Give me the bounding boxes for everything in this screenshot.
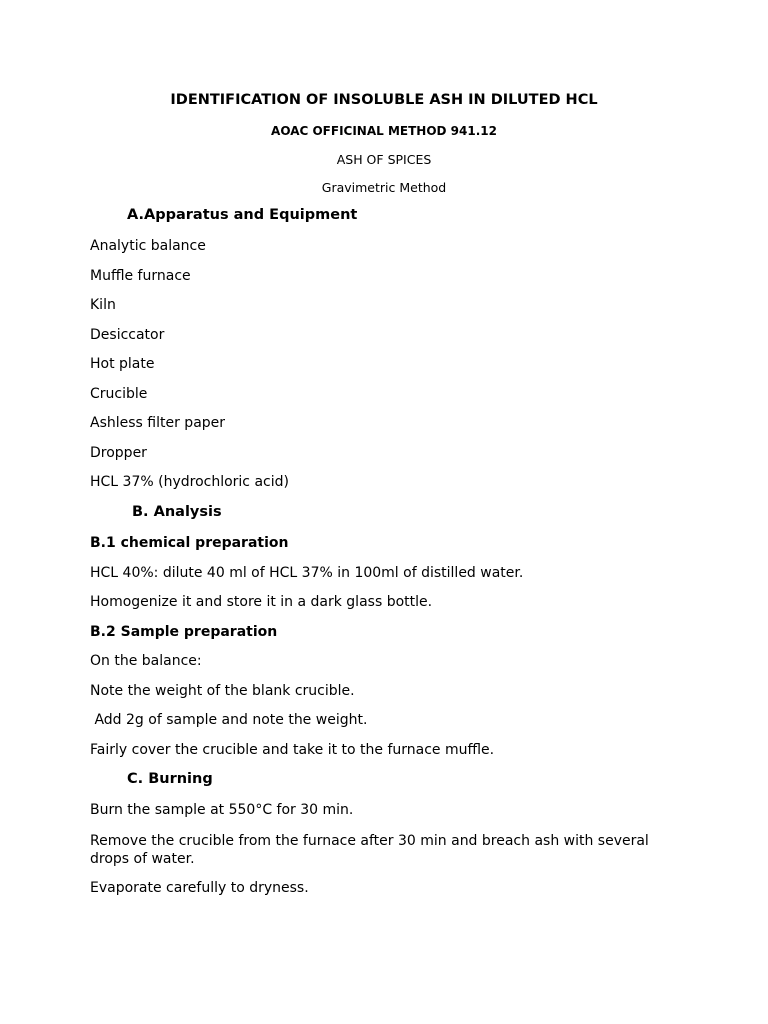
paragraph-line: Add 2g of sample and note the weight. (90, 712, 368, 728)
subject-line: ASH OF SPICES (336, 152, 432, 167)
section-b-heading: B. Analysis (132, 504, 222, 520)
document-title: IDENTIFICATION OF INSOLUBLE ASH IN DILUTED HCL (170, 92, 598, 108)
subsection-b1-heading: B.1 chemical preparation (90, 535, 289, 551)
equipment-item: Desiccator (90, 327, 165, 343)
paragraph-line: Homogenize it and store it in a dark glass bottle. (90, 594, 433, 610)
equipment-item: Muffle furnace (90, 268, 191, 284)
subsection-b2-heading: B.2 Sample preparation (90, 624, 278, 640)
equipment-item: Analytic balance (90, 238, 206, 254)
equipment-item: Dropper (90, 445, 147, 461)
technique-line: Gravimetric Method (321, 180, 447, 195)
equipment-item: HCL 37% (hydrochloric acid) (90, 474, 289, 490)
section-c-heading: C. Burning (127, 771, 213, 787)
paragraph-line: Note the weight of the blank crucible. (90, 683, 355, 699)
equipment-item: Hot plate (90, 356, 155, 372)
paragraph-line: Evaporate carefully to dryness. (90, 880, 309, 896)
equipment-item: Kiln (90, 297, 116, 313)
paragraph-line: On the balance: (90, 653, 202, 669)
paragraph-line: Fairly cover the crucible and take it to the furnace muffle. (90, 742, 495, 758)
equipment-item: Ashless filter paper (90, 415, 226, 431)
equipment-item: Crucible (90, 386, 148, 402)
paragraph-line: HCL 40%: dilute 40 ml of HCL 37% in 100ml of distilled water. (90, 565, 524, 581)
method-reference: AOAC OFFICINAL METHOD 941.12 (271, 124, 497, 138)
section-a-heading: A.Apparatus and Equipment (127, 207, 358, 223)
paragraph-line: Burn the sample at 550°C for 30 min. (90, 802, 354, 818)
paragraph-line: Remove the crucible from the furnace after 30 min and breach ash with several drops of water. (90, 833, 649, 867)
